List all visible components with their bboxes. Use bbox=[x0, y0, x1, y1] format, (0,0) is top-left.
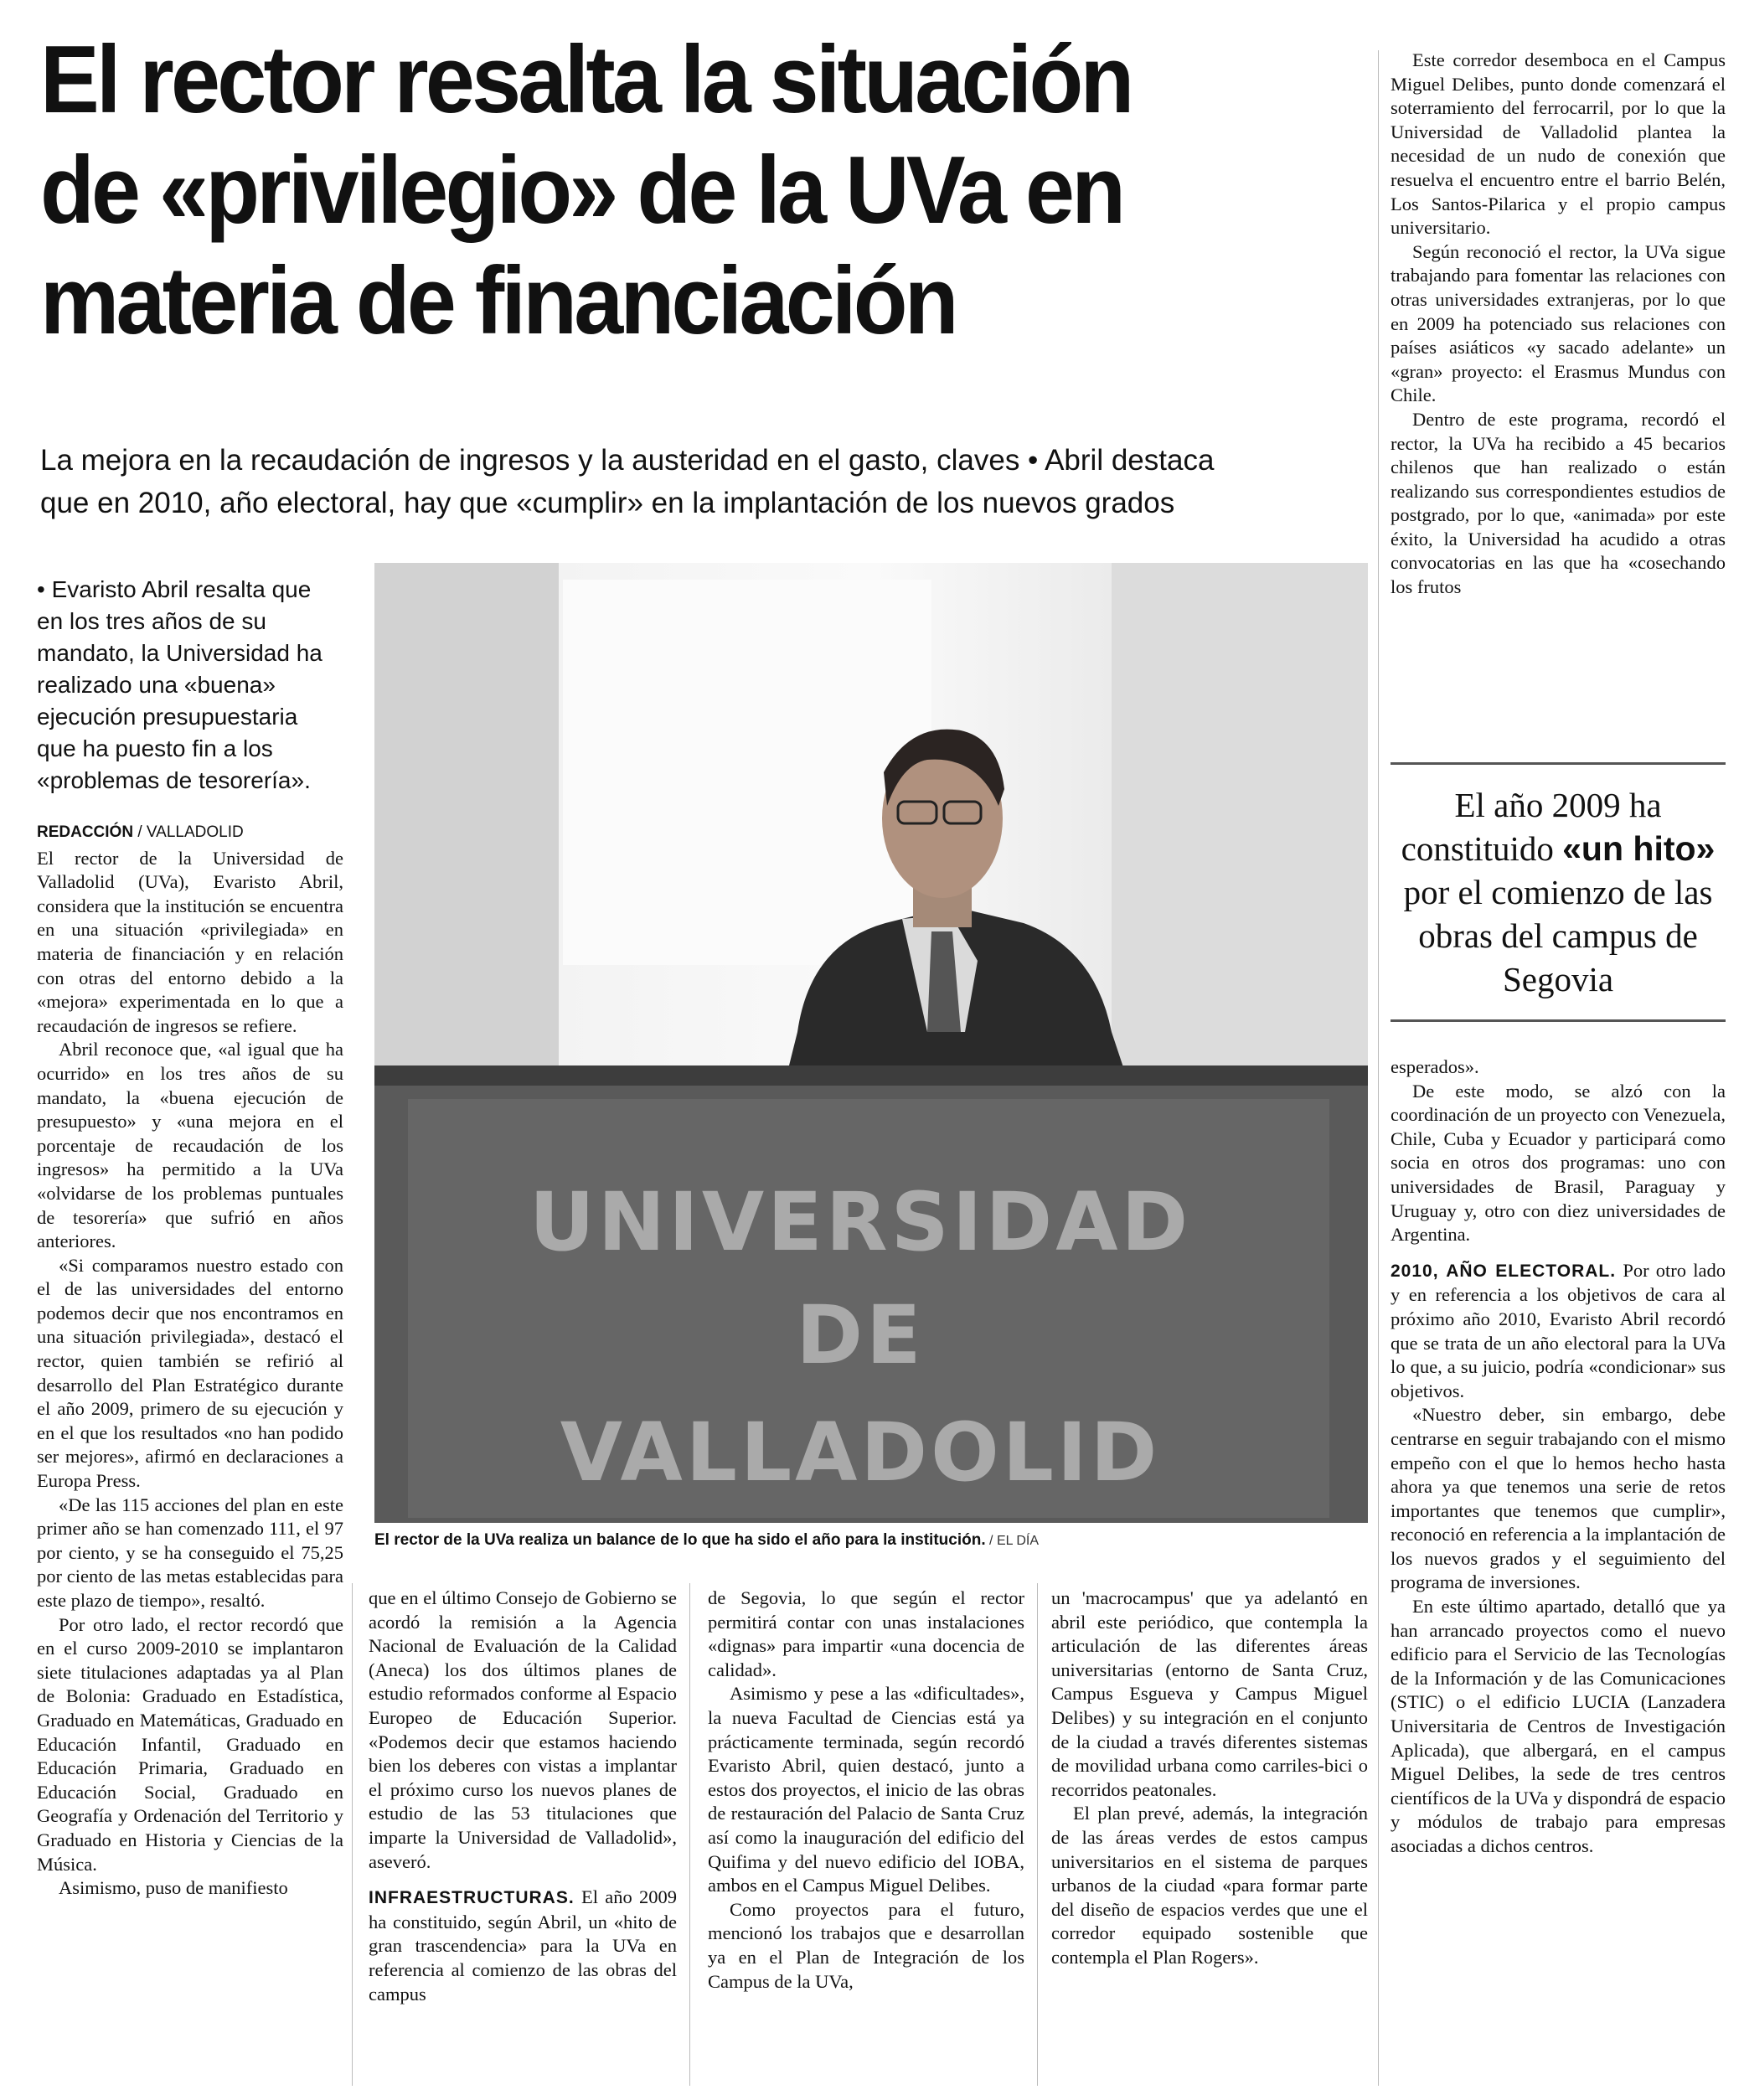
column-divider bbox=[1037, 1583, 1038, 2086]
paragraph: Según reconoció el rector, la UVa sigue trabajando para fomentar las relaciones con otras universidades extranjeras, por lo que en 2009 ha potenciado sus relaciones con países asiáticos «y sacado adelante» un «gran» proyecto: el Erasmus Mundus con Chile. bbox=[1391, 240, 1726, 406]
paragraph: Asimismo, puso de manifiesto bbox=[59, 1877, 288, 1899]
section-heading: INFRAESTRUCTURAS. bbox=[369, 1888, 575, 1908]
headline-line-1: El rector resalta la situación bbox=[40, 27, 1132, 133]
paragraph: De este modo, se alzó con la coordinación de un proyecto con Venezuela, Chile, Cuba y Ecuador y participará como socia en otros dos programas: uno con universidades de Brasil, Paraguay y Uruguay y, otro con diez universidades de Argentina. bbox=[1391, 1080, 1726, 1246]
paragraph: que en el último Consejo de Gobierno se acordó la remisión a la Agencia Nacional de Evaluación de la Calidad (Aneca) los dos últimos planes de estudio reformados conforme al Espacio Europeo de Educación Superior. «Podemos decir que estamos haciendo bien los deberes con vistas a implantar el próximo curso los nuevos planes de estudio de las 53 titulaciones que imparte la Universidad de Valladolid», aseveró. bbox=[369, 1587, 677, 1872]
photo-credit: / EL DÍA bbox=[985, 1534, 1040, 1548]
column-2 bbox=[369, 1587, 677, 2006]
summary-bullet: • Evaristo Abril resalta que en los tres años de su mandato, la Universidad ha realizado una «buena» ejecución presupuestaria que ha puesto fin a los «problemas de tesorería». bbox=[37, 576, 322, 793]
paragraph: El rector de la Universidad de Valladolid (UVa), Evaristo Abril, considera que la institución se encuentra en una situación «privilegiada» en materia de financiación y en relación con otras del entorno debido a la «mejora» experimentada en lo que a recaudación de ingresos se refiere. bbox=[37, 847, 343, 1036]
pull-quote-end: por el comienzo de las obras del campus de Segovia bbox=[1403, 873, 1713, 998]
paragraph: esperados». bbox=[1391, 1056, 1479, 1077]
podium-text-line-1: UNIVERSIDAD bbox=[529, 1175, 1192, 1269]
paragraph: «Nuestro deber, sin embargo, debe centrarse en seguir trabajando con el mismo empeño con el que lo hemos hecho hasta ahora ya que tenemos una serie de retos importantes que tenemos que cumplir», reconoció en referencia a la implantación de los nuevos grados y el seguimiento del programa de inversiones. bbox=[1391, 1404, 1726, 1593]
paragraph: El plan prevé, además, la integración de las áreas verdes de estos campus universitarios en el sistema de parques urbanos de la ciudad «para formar parte del diseño de espacios verdes que une el corredor equipado sostenible que contempla el Plan Rogers». bbox=[1051, 1803, 1368, 1968]
rector-at-podium-image bbox=[374, 563, 1368, 1523]
section-text: Por otro lado y en referencia a los objetivos de cara al próximo año 2010, Evaristo Abril recordó que se trata de un año electoral para la UVa lo que, a su juicio, podría «condicionar» sus objetivos. bbox=[1391, 1259, 1726, 1401]
section-heading: 2010, AÑO ELECTORAL. bbox=[1391, 1261, 1617, 1281]
pull-quote bbox=[1391, 762, 1726, 1022]
paragraph: En este último apartado, detalló que ya han arrancado proyectos como el nuevo edificio para el Servicio de las Tecnologías de la Información y de las Comunicaciones (STIC) o el edificio LUCIA (Lanzadera Universitaria de Centros de Investigación Aplicada), que albergará, en el campus Miguel Delibes, la sede de tres centros científicos de la UVa y dispondrá de espacio y módulos de trabajo para empresas asociadas a dichos centros. bbox=[1391, 1596, 1726, 1856]
byline bbox=[37, 821, 343, 845]
paragraph: Como proyectos para el futuro, mencionó los trabajos que e desarrollan ya en el Plan de Integración de los Campus de la UVa, bbox=[708, 1898, 1024, 1992]
deck-line-2: que en 2010, año electoral, hay que «cumplir» en la implantación de los nuevos grados bbox=[40, 487, 1175, 519]
paragraph: Dentro de este programa, recordó el rector, la UVa ha recibido a 45 becarios chilenos que han realizado o están realizando sus correspondientes estudios de postgrado, por lo que, «animada» por este éxito, la Universidad ha acudido a otras convocatorias en las que ha «cosechando los frutos bbox=[1391, 408, 1726, 598]
section-text: El año 2009 ha constituido, según Abril, un «hito de gran trascendencia» para la UVa en referencia al comienzo de las obras del campus bbox=[369, 1886, 677, 2005]
podium-text-line-2: DE bbox=[796, 1288, 925, 1382]
paragraph: Este corredor desemboca en el Campus Miguel Delibes, punto donde comenzará el soterramiento del ferrocarril, por lo que la Universidad de Valladolid plantea la necesidad de un nudo de conexión que resuelva el encuentro entre el barrio Belén, Los Santos-Pilarica y el propio campus universitario. bbox=[1391, 49, 1726, 239]
right-column-bottom bbox=[1391, 1055, 1726, 1859]
byline-author: REDACCIÓN bbox=[37, 823, 134, 841]
photo bbox=[374, 563, 1368, 1523]
column-1 bbox=[37, 821, 343, 1901]
headline-line-2: de «privilegio» de la UVa en bbox=[40, 137, 1123, 244]
caption-text: El rector de la UVa realiza un balance de lo que ha sido el año para la institución. bbox=[374, 1531, 986, 1549]
column-3 bbox=[708, 1587, 1024, 1994]
photo-caption bbox=[374, 1531, 1368, 1550]
column-divider bbox=[1378, 50, 1379, 2086]
paragraph: Asimismo y pese a las «dificultades», la nueva Facultad de Ciencias está ya prácticamente terminada, según recordó Evaristo Abril, quien destacó, junto a estos dos proyectos, el inicio de las obras de restauración del Palacio de Santa Cruz así como la inauguración del edificio del Quifima y del nuevo edificio del IOBA, ambos en el Campus Miguel Delibes. bbox=[708, 1683, 1024, 1896]
headline bbox=[40, 25, 1287, 357]
headline-line-3: materia de financiación bbox=[40, 248, 956, 354]
paragraph: un 'macrocampus' que ya adelantó en abril este periódico, que contempla la articulación de las diferentes áreas universitarias (entorno de Santa Cruz, Campus Esgueva y Campus Miguel Delibes) y su integración en el conjunto de la ciudad a través diferentes sistemas de movilidad urbana como carriles-bici o recorridos peatonales. bbox=[1051, 1587, 1368, 1800]
section-paragraph bbox=[1391, 1259, 1726, 1404]
pull-quote-start: El año 2009 ha constituido bbox=[1401, 786, 1662, 868]
column-divider bbox=[689, 1583, 690, 2086]
byline-place: / VALLADOLID bbox=[133, 823, 244, 841]
column-divider bbox=[352, 1583, 353, 2086]
paragraph: Abril reconoce que, «al igual que ha ocurrido» en los tres años de su mandato, la «buena ejecución de presupuesto» y «una mejora en el porcentaje de recaudación de los ingresos» ha permitido a la UVa «olvidarse de los problemas puntuales de tesorería» que sufrió en años anteriores. bbox=[37, 1039, 343, 1252]
right-column-top bbox=[1391, 49, 1726, 600]
podium-text-line-3: VALLADOLID bbox=[560, 1406, 1161, 1499]
column-4 bbox=[1051, 1587, 1368, 1970]
deck-line-1: La mejora en la recaudación de ingresos y la austeridad en el gasto, claves • Abril destaca bbox=[40, 444, 1215, 477]
paragraph: «De las 115 acciones del plan en este primer año se han comenzado 111, el 97 por ciento, y se ha conseguido el 75,25 por ciento de las metas establecidas para este plazo de tiempo», resaltó. bbox=[37, 1494, 343, 1611]
section-paragraph bbox=[369, 1886, 677, 2006]
paragraph: «Si comparamos nuestro estado con el de las universidades del entorno podemos decir que nos encontramos en una situación privilegiada», destacó el rector, quien también se refirió al desarrollo del Plan Estratégico durante el año 2009, primero de su ejecución y en el que los resultados «no han podido ser mejores», afirmó en declaraciones a Europa Press. bbox=[37, 1254, 343, 1492]
pull-quote-highlight: «un hito» bbox=[1562, 829, 1716, 868]
deck bbox=[40, 439, 1330, 524]
paragraph: de Segovia, lo que según el rector permitirá contar con unas instalaciones «dignas» para impartir «una docencia de calidad». bbox=[708, 1587, 1024, 1680]
paragraph: Por otro lado, el rector recordó que en el curso 2009-2010 se implantaron siete titulaciones adaptadas ya al Plan de Bolonia: Graduado en Estadística, Graduado en Matemáticas, Graduado en Educación Infantil, Graduado en Educación Primaria, Graduado en Educación Social, Graduado en Geografía y Ordenación del Territorio y Graduado en Historia y Ciencias de la Música. bbox=[37, 1613, 343, 1875]
